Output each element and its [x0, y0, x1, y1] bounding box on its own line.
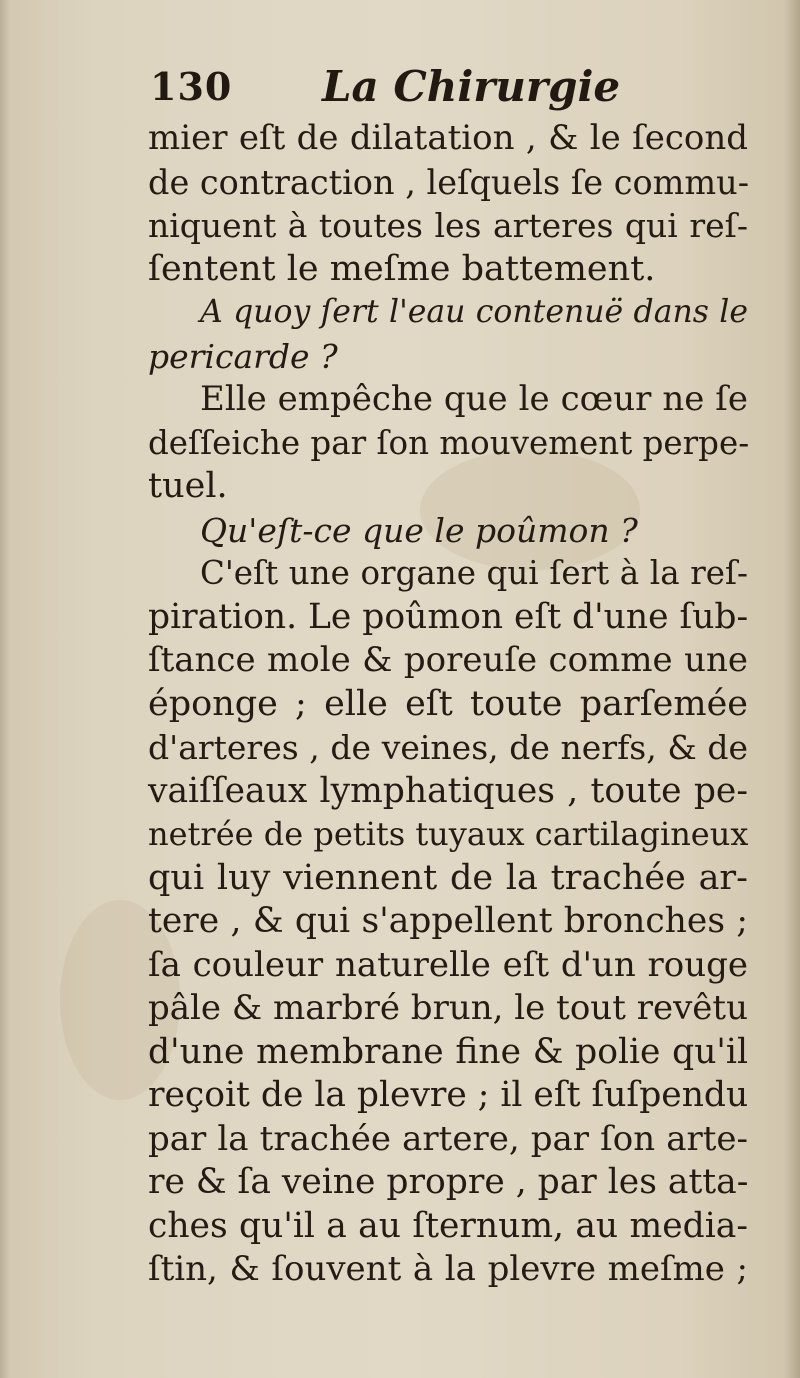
- text-line: par la trachée artere, par ſon arte-: [148, 1118, 748, 1159]
- text-line: netrée de petits tuyaux cartilagineux: [148, 815, 749, 853]
- text-line: piration. Le poûmon eſt d'une ſub-: [148, 596, 749, 637]
- text-line: ſa couleur naturelle eſt d'un rouge: [148, 944, 748, 985]
- text-line: pâle & marbré brun, le tout revêtu: [148, 988, 748, 1028]
- text-line: niquent à toutes les arteres qui reſ-: [148, 206, 748, 245]
- text-line: tere , & qui s'appellent bronches ;: [148, 901, 748, 941]
- text-line: éponge ; elle eſt toute parſemée: [148, 683, 748, 724]
- text-line: tuel.: [148, 466, 228, 506]
- text-line: re & ſa veine propre , par les atta-: [148, 1162, 749, 1202]
- question-line: Qu'eſt-ce que le poûmon ?: [200, 510, 638, 550]
- page-gutter-shadow: [0, 0, 10, 1378]
- question-line: A quoy ſert l'eau contenuë dans le: [200, 294, 748, 330]
- text-line: mier eſt de dilatation , & le ſecond: [148, 118, 748, 158]
- text-line: d'une membrane fine & polie qu'il: [148, 1031, 748, 1072]
- page-number: 130: [150, 64, 233, 109]
- text-line: qui luy viennent de la trachée ar-: [148, 857, 748, 898]
- text-line: Elle empêche que le cœur ne ſe: [200, 379, 748, 419]
- text-line: ſtance mole & poreuſe comme une: [148, 640, 748, 680]
- question-line: pericarde ?: [148, 336, 338, 376]
- page-header: [150, 58, 750, 120]
- page-edge-shadow: [784, 0, 800, 1378]
- running-head: La Chirurgie: [322, 62, 621, 111]
- text-line: d'arteres , de veines, de nerfs, & de: [148, 728, 748, 767]
- text-line: C'eſt une organe qui ſert à la reſ-: [200, 554, 748, 592]
- text-line: ches qu'il a au ſternum, au media-: [148, 1205, 748, 1246]
- text-line: ſentent le meſme battement.: [148, 248, 656, 289]
- text-line: reçoit de la plevre ; il eſt ſuſpendu: [148, 1075, 749, 1115]
- text-line: de contraction , leſquels ſe commu-: [148, 162, 750, 202]
- text-line: deſſeiche par ſon mouvement perpe-: [148, 423, 750, 462]
- text-line: ſtin, & ſouvent à la plevre meſme ;: [148, 1249, 748, 1289]
- body-text: [148, 117, 748, 1292]
- text-line: vaiſſeaux lymphatiques , toute pe-: [148, 770, 748, 811]
